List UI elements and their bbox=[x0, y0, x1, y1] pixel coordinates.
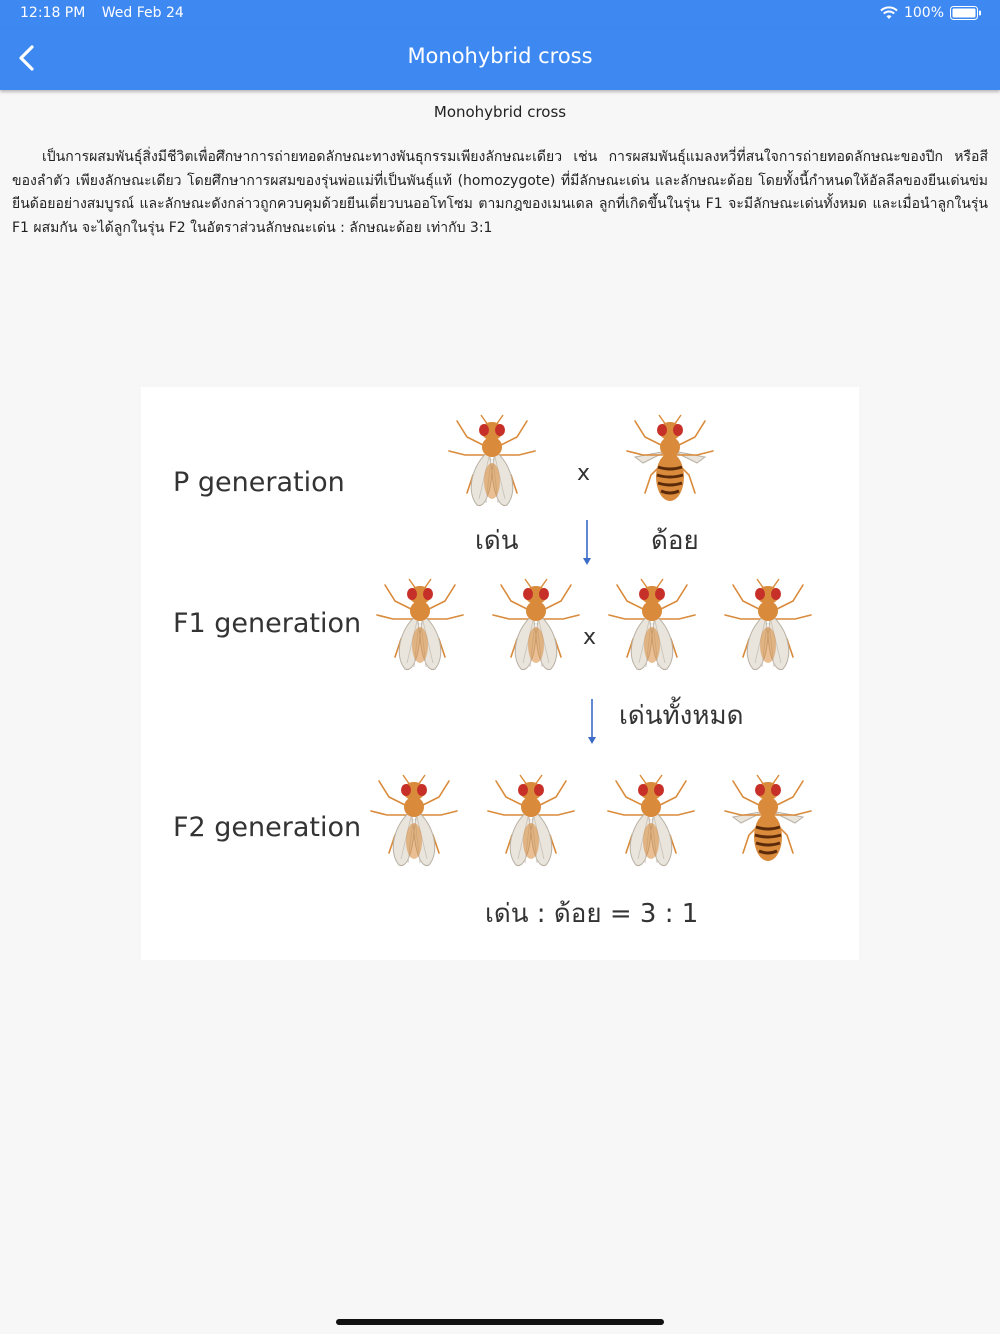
recessive-label: ด้อย bbox=[651, 526, 699, 556]
fly-recessive-p bbox=[615, 411, 725, 511]
fly-f1-4 bbox=[713, 575, 823, 675]
fly-f1-3 bbox=[597, 575, 707, 675]
fly-dominant-p bbox=[437, 411, 547, 511]
wifi-icon bbox=[880, 6, 898, 20]
all-dominant-label: เด่นทั้งหมด bbox=[619, 701, 744, 731]
description-paragraph: เป็นการผสมพันธุ์สิ่งมีชีวิตเพื่อศึกษาการถ่ายทอดลักษณะทางพันธุกรรมเพียงลักษณะเดียว เช่น การผสมพันธุ์แมลงหวี่ที่สนใจการถ่ายทอดลักษณะของปีก หรือสีของลำตัว เพียงลักษณะเดียว โดยศึกษาการผสมของรุ่นพ่อแม่ที่เป็นพันธุ์แท้ (homozygote) ที่มีลักษณะเด่น และลักษณะด้อย โดยทั้งนี้กำหนดให้อัลลีลของยีนเด่นข่มยีนด้อยอย่างสมบูรณ์ และลักษณะดังกล่าวถูกควบคุมด้วยยีนเดี่ยวบนออโทโซม ตามกฎของเมนเดล ลูกที่เกิดขึ้นในรุ่น F1 จะมีลักษณะเด่นทั้งหมด และเมื่อนำลูกในรุ่น F1 ผสมกัน จะได้ลูกในรุ่น F2 ในอัตราส่วนลักษณะเด่น : ลักษณะด้อย เท่ากับ 3:1 bbox=[12, 149, 988, 236]
status-left bbox=[20, 5, 196, 21]
cross-symbol-f1: x bbox=[583, 625, 597, 650]
cross-symbol-p: x bbox=[577, 461, 591, 486]
navigation-bar bbox=[0, 28, 1000, 90]
battery-icon bbox=[950, 6, 982, 20]
f1-generation-label: F1 generation bbox=[173, 608, 362, 639]
status-right bbox=[880, 5, 982, 21]
status-date: Wed Feb 24 bbox=[101, 5, 184, 21]
nav-title: Monohybrid cross bbox=[407, 44, 593, 68]
ratio-label: เด่น : ด้อย = 3 : 1 bbox=[485, 899, 699, 929]
arrow-down-icon bbox=[586, 699, 598, 745]
fly-f2-3 bbox=[596, 771, 706, 871]
fly-f1-1 bbox=[365, 575, 475, 675]
home-indicator[interactable] bbox=[336, 1319, 664, 1325]
status-bar bbox=[0, 0, 1000, 28]
f2-generation-label: F2 generation bbox=[173, 812, 362, 843]
fly-f2-4 bbox=[713, 771, 823, 871]
fly-f2-2 bbox=[476, 771, 586, 871]
p-generation-label: P generation bbox=[173, 467, 345, 498]
arrow-down-icon bbox=[581, 520, 593, 566]
battery-percent: 100% bbox=[903, 5, 944, 21]
page-title: Monohybrid cross bbox=[433, 103, 567, 121]
status-time: 12:18 PM bbox=[20, 5, 86, 21]
monohybrid-diagram bbox=[141, 387, 859, 960]
dominant-label: เด่น bbox=[475, 526, 519, 556]
fly-f1-2 bbox=[481, 575, 591, 675]
fly-f2-1 bbox=[359, 771, 469, 871]
